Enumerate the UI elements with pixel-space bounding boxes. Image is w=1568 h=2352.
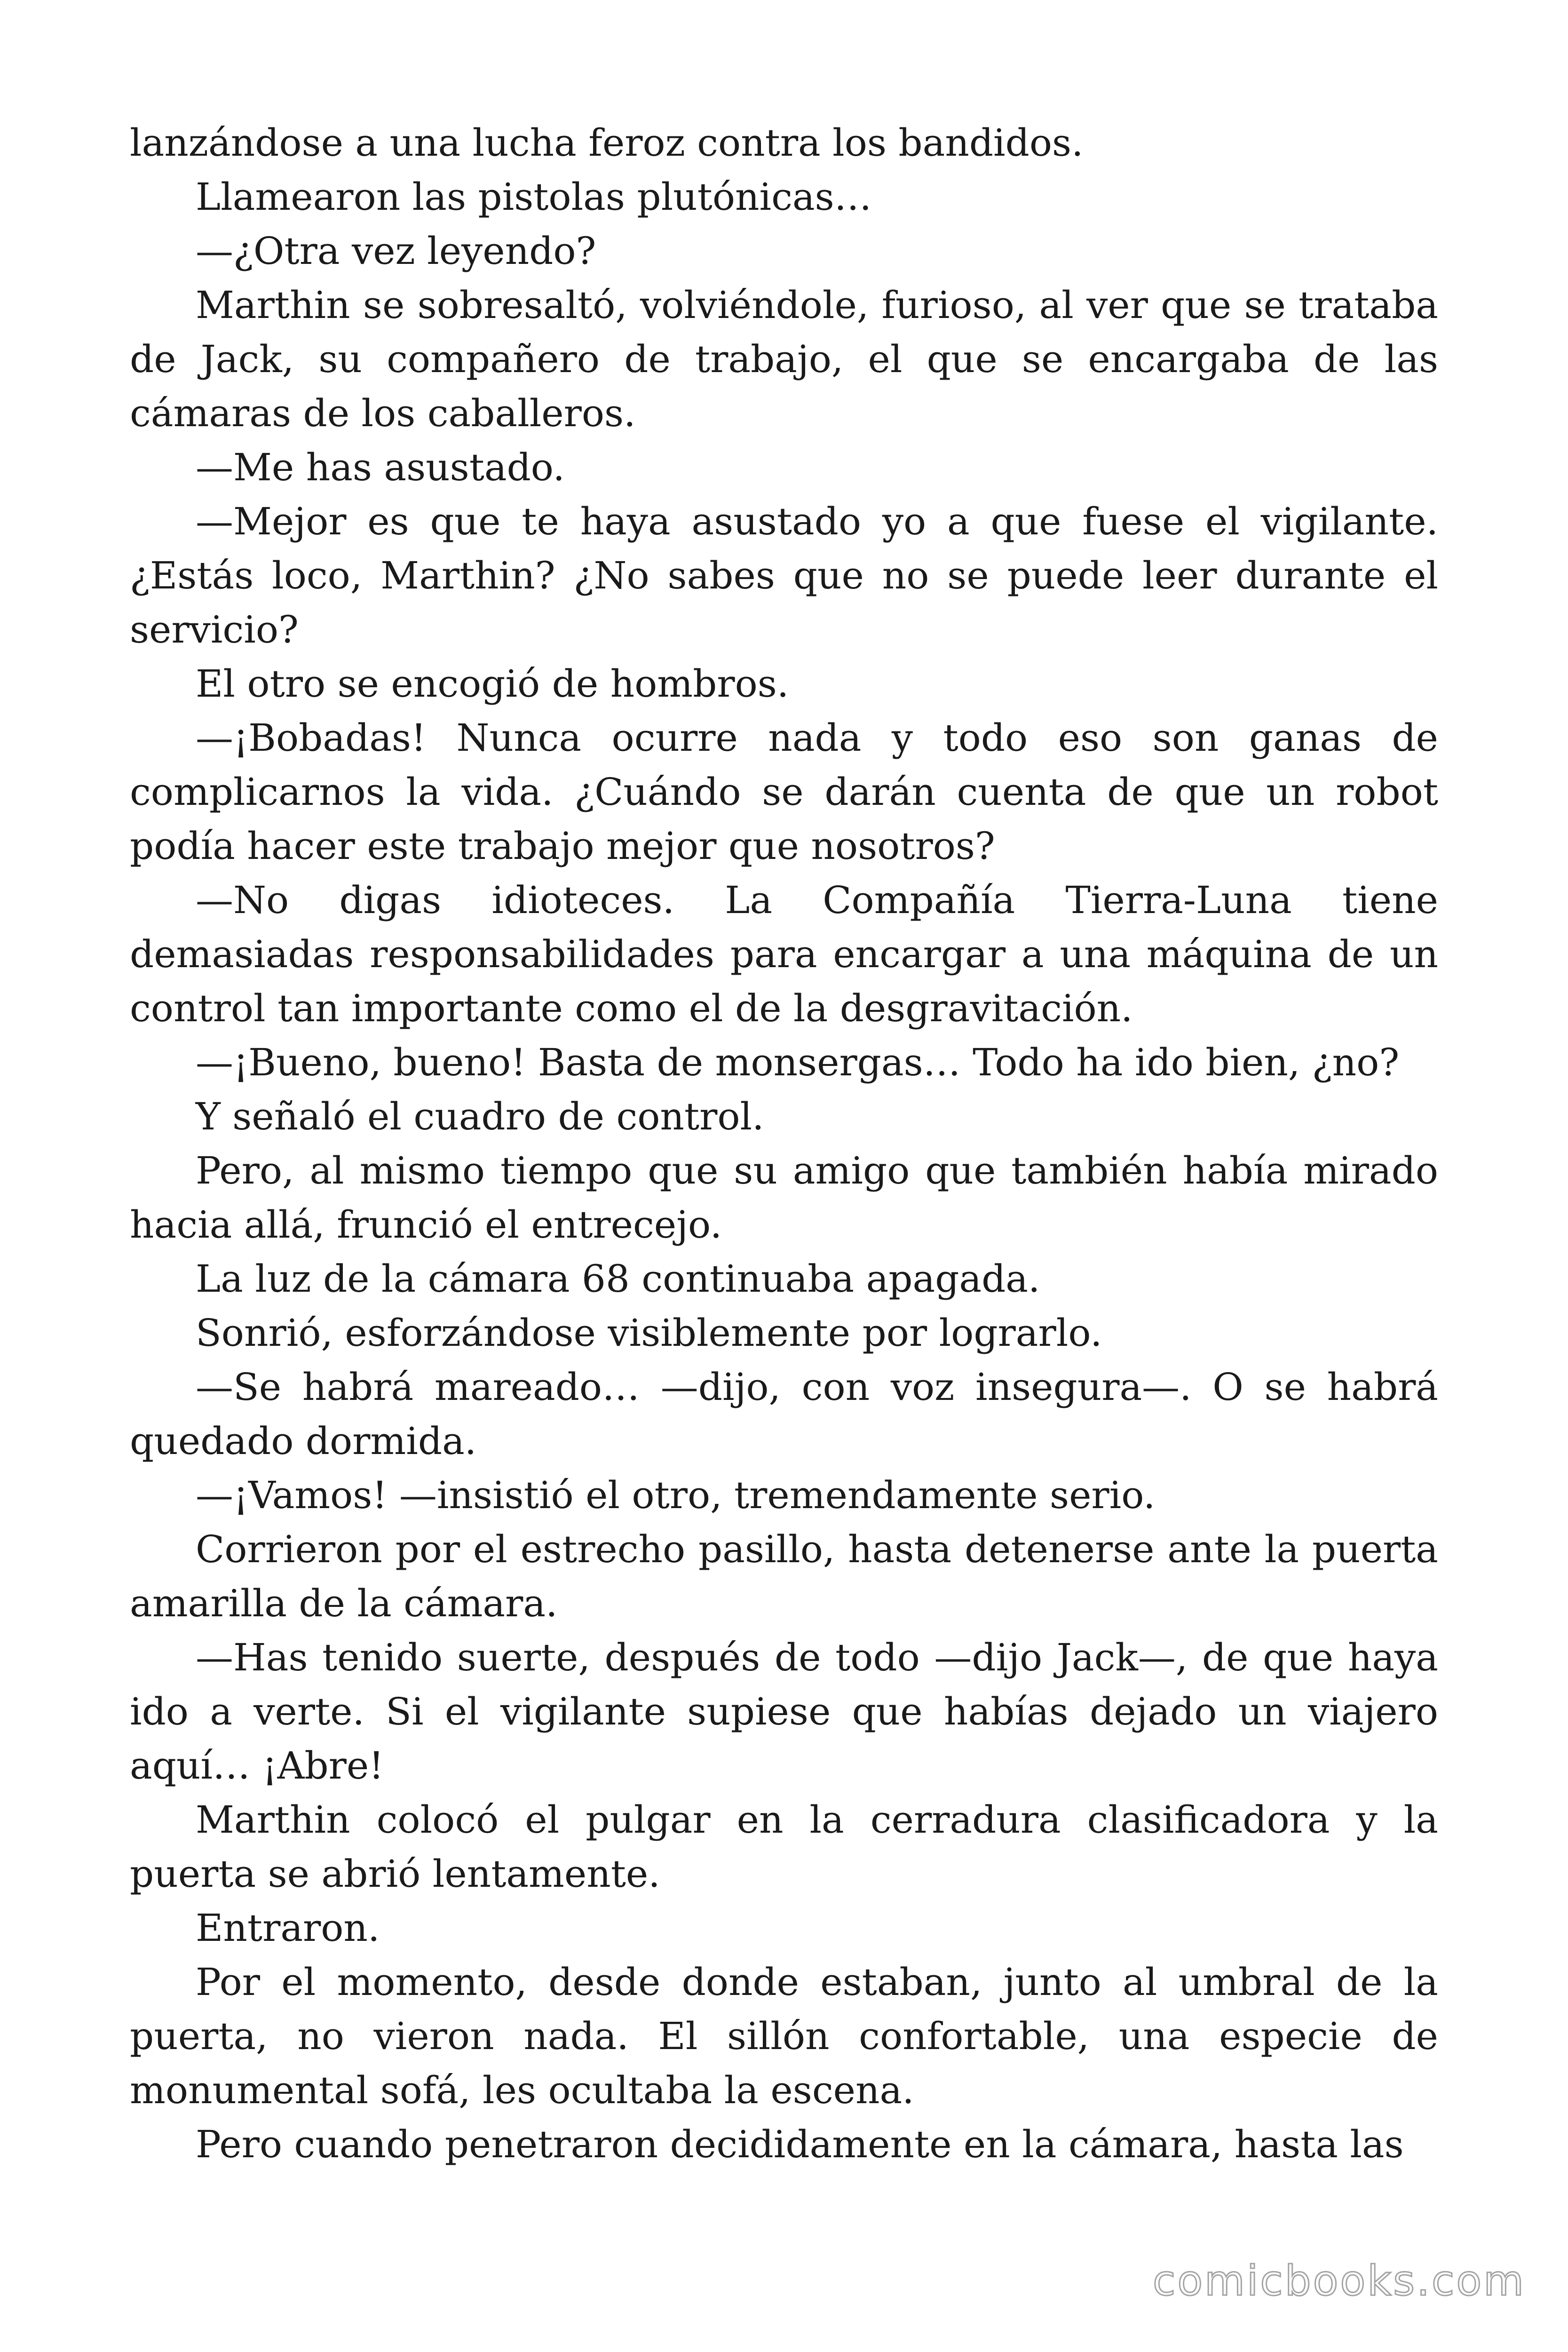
paragraph: lanzándose a una lucha feroz contra los bandidos.	[130, 121, 1084, 165]
paragraph: —No digas idioteces. La Compañía Tierra-Luna tiene demasiadas responsabilidades para encargar a una máquina de un control tan importante como el de la desgravitación.	[130, 878, 1438, 1030]
page-body-text	[130, 116, 1438, 2171]
paragraph: Marthin colocó el pulgar en la cerradura clasificadora y la puerta se abrió lentamente.	[130, 1798, 1438, 1896]
paragraph: —Mejor es que te haya asustado yo a que fuese el vigilante. ¿Estás loco, Marthin? ¿No sabes que no se puede leer durante el servicio?	[130, 500, 1438, 652]
paragraph: —¿Otra vez leyendo?	[196, 229, 596, 273]
paragraph: Por el momento, desde donde estaban, junto al umbral de la puerta, no vieron nada. El sillón confortable, una especie de monumental sofá, les ocultaba la escena.	[130, 1960, 1438, 2112]
paragraph: —¡Vamos! —insistió el otro, tremendamente serio.	[196, 1473, 1156, 1517]
paragraph: Pero cuando penetraron decididamente en la cámara, hasta las	[196, 2122, 1404, 2166]
paragraph: Sonrió, esforzándose visiblemente por lograrlo.	[196, 1311, 1102, 1355]
paragraph: —Has tenido suerte, después de todo —dijo Jack—, de que haya ido a verte. Si el vigilante supiese que habías dejado un viajero aquí… ¡Abre!	[130, 1636, 1438, 1788]
paragraph: Y señaló el cuadro de control.	[196, 1095, 764, 1138]
paragraph: Marthin se sobresaltó, volviéndole, furioso, al ver que se trataba de Jack, su compañero de trabajo, el que se encargaba de las cámaras de los caballeros.	[130, 283, 1438, 435]
paragraph: —Se habrá mareado… —dijo, con voz insegura—. O se habrá quedado dormida.	[130, 1365, 1438, 1463]
paragraph: Entraron.	[196, 1906, 380, 1950]
paragraph: Pero, al mismo tiempo que su amigo que también había mirado hacia allá, frunció el entrecejo.	[130, 1149, 1438, 1247]
paragraph: Corrieron por el estrecho pasillo, hasta detenerse ante la puerta amarilla de la cámara.	[130, 1527, 1438, 1625]
paragraph: —¡Bobadas! Nunca ocurre nada y todo eso son ganas de complicarnos la vida. ¿Cuándo se darán cuenta de que un robot podía hacer este trabajo mejor que nosotros?	[130, 716, 1438, 868]
paragraph: Llamearon las pistolas plutónicas…	[196, 175, 872, 219]
watermark: comicbooks.com	[1152, 2257, 1526, 2305]
paragraph: —¡Bueno, bueno! Basta de monsergas… Todo ha ido bien, ¿no?	[196, 1041, 1400, 1084]
paragraph: La luz de la cámara 68 continuaba apagada.	[196, 1257, 1040, 1301]
paragraph: El otro se encogió de hombros.	[196, 662, 789, 706]
paragraph: —Me has asustado.	[196, 445, 565, 489]
